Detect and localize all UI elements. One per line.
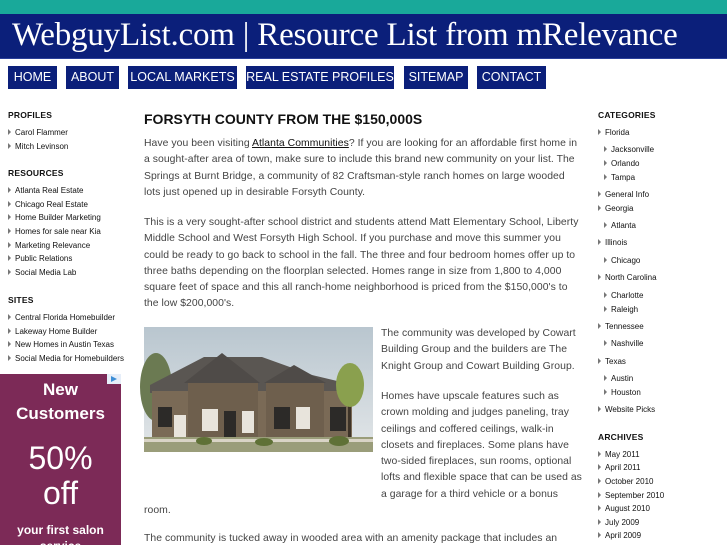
nav-sitemap[interactable]: SITEMAP — [404, 66, 468, 89]
arrow-right-icon — [8, 214, 11, 220]
ad-subtext-2: service — [39, 539, 82, 553]
arrow-right-icon — [8, 228, 11, 234]
sidebar-link[interactable]: Atlanta Real Estate — [8, 186, 83, 195]
category-link[interactable]: Atlanta — [604, 221, 636, 230]
nav-real-estate-profiles[interactable]: REAL ESTATE PROFILES — [246, 66, 394, 89]
archive-link[interactable]: July 2009 — [598, 518, 639, 527]
category-link[interactable]: Texas — [598, 357, 626, 366]
nav-home[interactable]: HOME — [8, 66, 57, 89]
ad-off: off — [43, 475, 78, 511]
arrow-right-icon — [8, 242, 11, 248]
arrow-right-icon — [604, 292, 607, 298]
arrow-right-icon — [598, 323, 601, 329]
arrow-right-icon — [8, 355, 11, 361]
category-link[interactable]: Orlando — [604, 159, 639, 168]
arrow-right-icon — [598, 406, 601, 412]
nav-contact[interactable]: CONTACT — [477, 66, 546, 89]
post-paragraph-3: The community was developed by Cowart Building Group and the builders are The Knight Group and Cowart Building Group. — [381, 328, 576, 372]
nav-local-markets[interactable]: LOCAL MARKETS — [128, 66, 237, 89]
category-link[interactable]: Houston — [604, 388, 641, 397]
arrow-right-icon — [8, 269, 11, 275]
arrow-right-icon — [598, 532, 601, 538]
atlanta-communities-link[interactable]: Atlanta Communities — [252, 138, 349, 149]
archive-link[interactable]: April 2011 — [598, 463, 640, 472]
category-link[interactable]: Florida — [598, 128, 629, 137]
arrow-right-icon — [604, 257, 607, 263]
sidebar-link[interactable]: Lakeway Home Builder — [8, 327, 97, 336]
post-paragraph-5: The community is tucked away in wooded area with an amenity package that includes an — [144, 533, 558, 544]
ad-headline-2: Customers — [16, 404, 105, 423]
sidebar-link[interactable]: Central Florida Homebuilder — [8, 313, 115, 322]
sidebar-link[interactable]: Public Relations — [8, 254, 72, 263]
sidebar-link[interactable]: Social Media for Homebuilders — [8, 354, 124, 363]
arrow-right-icon — [598, 478, 601, 484]
sidebar-link[interactable]: New Homes in Austin Texas — [8, 340, 114, 349]
sites-heading: SITES — [8, 295, 34, 305]
post-paragraph-2: This is a very sought-after school district and students attend Matt Elementary School, Liberty Middle School and West Forsyth High School. If you purchase and move this summer you could be ready to go back to school in the fall. The three and four bedroom homes offer up to three baths depending on the floorplan selected. Homes range in size from 1,800 to 4,000 square feet of space and this all ranch-home neighborhood is priced from the $150,000's to the low $200,000's. — [144, 217, 579, 310]
archives-heading: ARCHIVES — [598, 432, 644, 442]
ad-headline: New — [43, 380, 78, 399]
arrow-right-icon — [604, 160, 607, 166]
arrow-right-icon — [604, 375, 607, 381]
arrow-right-icon — [598, 205, 601, 211]
arrow-right-icon — [598, 464, 601, 470]
category-link[interactable]: Nashville — [604, 339, 643, 348]
nav-about[interactable]: ABOUT — [66, 66, 119, 89]
arrow-right-icon — [604, 174, 607, 180]
post-paragraph-1: Have you been visiting Atlanta Communities? If you are looking for an affordable first home in a sought-after area of town, make sure to include this brand new community on your list. The Springs at Burnt Bridge, a community of 82 Craftsman-style ranch homes on large wooded lots just opened up in desirable Forsyth County. — [144, 138, 578, 198]
top-accent-bar — [0, 0, 727, 14]
arrow-right-icon — [598, 239, 601, 245]
arrow-right-icon — [8, 255, 11, 261]
archive-link[interactable]: October 2010 — [598, 477, 653, 486]
arrow-right-icon — [598, 191, 601, 197]
category-link[interactable]: Tennessee — [598, 322, 644, 331]
site-banner — [0, 14, 727, 59]
category-link[interactable]: Raleigh — [604, 305, 638, 314]
category-link[interactable]: Tampa — [604, 173, 635, 182]
sidebar-link[interactable]: Home Builder Marketing — [8, 213, 101, 222]
arrow-right-icon — [598, 274, 601, 280]
arrow-right-icon — [598, 129, 601, 135]
category-link[interactable]: Charlotte — [604, 291, 643, 300]
arrow-right-icon — [8, 129, 11, 135]
category-link[interactable]: Website Picks — [598, 405, 655, 414]
arrow-right-icon — [604, 340, 607, 346]
category-link[interactable]: Austin — [604, 374, 633, 383]
archive-link[interactable]: August 2010 — [598, 504, 650, 513]
sidebar-link[interactable]: Social Media Lab — [8, 268, 76, 277]
archive-link[interactable]: September 2010 — [598, 491, 664, 500]
category-link[interactable]: General Info — [598, 190, 649, 199]
site-title[interactable]: WebguyList.com | Resource List from mRelevance — [12, 17, 678, 53]
category-link[interactable]: Illinois — [598, 238, 627, 247]
arrow-right-icon — [604, 222, 607, 228]
arrow-right-icon — [8, 143, 11, 149]
salon-ad[interactable] — [0, 374, 121, 553]
sidebar-link[interactable]: Carol Flammer — [8, 128, 68, 137]
resources-heading: RESOURCES — [8, 168, 64, 178]
arrow-right-icon — [8, 187, 11, 193]
category-link[interactable]: Jacksonville — [604, 145, 654, 154]
category-link[interactable]: Georgia — [598, 204, 633, 213]
arrow-right-icon — [598, 519, 601, 525]
main-nav — [0, 62, 727, 90]
post-paragraph-4: Homes have upscale features such as crown molding and judges paneling, tray ceilings and coffered ceilings, walk-in closets and fireplaces. Some plans have two-sided fireplaces, sun rooms, optional lofts and flexible space that can be used as a garage for a third vehicle or a bonus room. — [144, 391, 582, 517]
profiles-heading: PROFILES — [8, 110, 53, 120]
arrow-right-icon — [604, 146, 607, 152]
sidebar-link[interactable]: Marketing Relevance — [8, 241, 90, 250]
photo-wrap-spacer — [144, 389, 381, 487]
ad-discount: 50% — [28, 440, 93, 476]
sidebar-link[interactable]: Mitch Levinson — [8, 142, 68, 151]
arrow-right-icon — [604, 306, 607, 312]
ad-subtext: your first salon — [17, 523, 104, 537]
arrow-right-icon — [598, 358, 601, 364]
categories-heading: CATEGORIES — [598, 110, 656, 120]
arrow-right-icon — [8, 314, 11, 320]
arrow-right-icon — [598, 492, 601, 498]
arrow-right-icon — [8, 341, 11, 347]
arrow-right-icon — [598, 451, 601, 457]
arrow-right-icon — [8, 201, 11, 207]
archive-link[interactable]: April 2009 — [598, 531, 641, 540]
arrow-right-icon — [8, 328, 11, 334]
arrow-right-icon — [598, 505, 601, 511]
sidebar-link[interactable]: Chicago Real Estate — [8, 200, 88, 209]
arrow-right-icon — [604, 389, 607, 395]
category-link[interactable]: Chicago — [604, 256, 640, 265]
archive-link[interactable]: May 2011 — [598, 450, 640, 459]
sidebar-link[interactable]: Homes for sale near Kia — [8, 227, 101, 236]
category-link[interactable]: North Carolina — [598, 273, 657, 282]
post-title[interactable]: FORSYTH COUNTY FROM THE $150,000S — [144, 111, 423, 127]
